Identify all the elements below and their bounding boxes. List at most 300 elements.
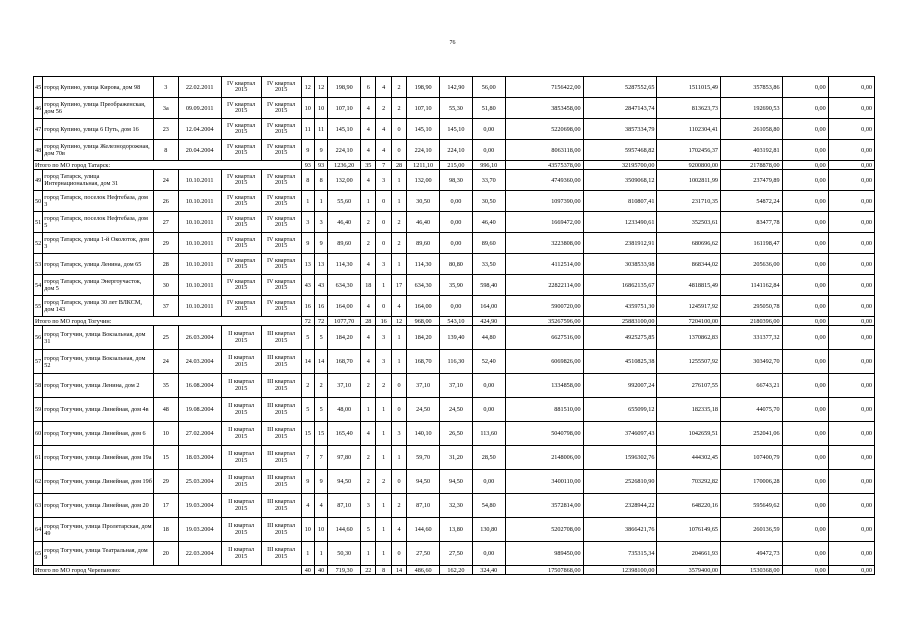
total-cell: 72 [314, 317, 327, 326]
total-cell: 324,40 [472, 566, 505, 575]
total-cell: 7 [376, 161, 391, 170]
table-cell: 113,60 [472, 422, 505, 446]
table-cell: 22.03.2004 [178, 542, 221, 566]
table-cell: 1 [391, 254, 406, 275]
table-cell: 49 [34, 170, 43, 191]
table-cell: 735315,34 [583, 542, 657, 566]
table-cell: 224,10 [328, 140, 361, 161]
table-cell: 54872,24 [721, 191, 783, 212]
table-cell: 59 [34, 398, 43, 422]
table-cell: II квартал 2015 [221, 542, 261, 566]
table-cell: 3509068,12 [583, 170, 657, 191]
table-cell: 19.03.2004 [178, 494, 221, 518]
table-cell: 43 [301, 275, 314, 296]
table-cell: 31,20 [440, 446, 473, 470]
table-cell: 164,00 [472, 296, 505, 317]
table-cell: 4 [376, 140, 391, 161]
table-cell: 2 [391, 212, 406, 233]
table-cell: 13 [314, 254, 327, 275]
table-cell: 444302,45 [657, 446, 721, 470]
table-cell: 4818815,49 [657, 275, 721, 296]
table-cell: 10 [314, 518, 327, 542]
table-cell: 94,50 [407, 470, 440, 494]
table-cell: 1002811,99 [657, 170, 721, 191]
table-cell: 15 [153, 446, 178, 470]
table-cell: город Тогучин, улица Линейная, дом 19б [43, 470, 154, 494]
table-cell: 132,00 [407, 170, 440, 191]
table-cell: 52,40 [472, 350, 505, 374]
table-cell: 0,00 [472, 119, 505, 140]
table-cell: 55 [34, 296, 43, 317]
table-cell: 89,60 [407, 233, 440, 254]
table-cell: 33,50 [472, 254, 505, 275]
table-cell: 331377,32 [721, 326, 783, 350]
table-cell: II квартал 2015 [221, 374, 261, 398]
table-cell: 1 [314, 191, 327, 212]
table-cell: 48,00 [328, 398, 361, 422]
table-cell: 4 [361, 254, 376, 275]
table-cell: 1669472,00 [505, 212, 583, 233]
table-cell: 192690,53 [721, 98, 783, 119]
table-cell: 0,00 [828, 233, 874, 254]
table-cell: 20.04.2004 [178, 140, 221, 161]
table-cell: IV квартал 2015 [221, 212, 261, 233]
table-cell: 0,00 [782, 191, 828, 212]
table-cell: IV квартал 2015 [261, 296, 301, 317]
table-cell: 10 [153, 422, 178, 446]
table-cell: 1702456,37 [657, 140, 721, 161]
table-cell: III квартал 2015 [261, 422, 301, 446]
table-cell: 3746097,43 [583, 422, 657, 446]
table-cell: 29 [153, 233, 178, 254]
table-row [34, 542, 875, 566]
table-cell: 2 [376, 470, 391, 494]
table-cell: 1 [301, 191, 314, 212]
table-cell: 25.03.2004 [178, 470, 221, 494]
table-cell: 9 [301, 233, 314, 254]
table-cell: 24 [153, 170, 178, 191]
table-cell: 94,50 [328, 470, 361, 494]
total-cell: 35267596,00 [505, 317, 583, 326]
table-cell: 10 [301, 518, 314, 542]
table-cell: 3038533,98 [583, 254, 657, 275]
table-cell: IV квартал 2015 [261, 275, 301, 296]
table-cell: 10 [314, 98, 327, 119]
table-cell: 357853,86 [721, 77, 783, 98]
table-cell: III квартал 2015 [261, 542, 301, 566]
total-cell: 32195700,00 [583, 161, 657, 170]
table-cell: II квартал 2015 [221, 494, 261, 518]
table-cell: город Тогучин, улица Ленина, дом 2 [43, 374, 154, 398]
table-row [34, 398, 875, 422]
table-cell: IV квартал 2015 [261, 254, 301, 275]
table-cell: 595649,62 [721, 494, 783, 518]
table-cell: 2 [391, 77, 406, 98]
table-cell: 0,00 [828, 275, 874, 296]
total-cell: 14 [391, 566, 406, 575]
total-cell: 3579400,00 [657, 566, 721, 575]
table-cell: город Татарск, улица 1-й Околоток, дом 3 [43, 233, 154, 254]
table-cell: 37,10 [407, 374, 440, 398]
table-cell: 15 [314, 422, 327, 446]
table-cell: IV квартал 2015 [221, 254, 261, 275]
table-cell: город Тогучин, улица Линейная, дом 6 [43, 422, 154, 446]
table-cell: 634,30 [328, 275, 361, 296]
table-cell: 224,10 [407, 140, 440, 161]
table-cell: 0,00 [828, 77, 874, 98]
table-cell: 15 [301, 422, 314, 446]
table-cell: 10.10.2011 [178, 212, 221, 233]
table-cell: 6627516,00 [505, 326, 583, 350]
table-cell: 4 [361, 326, 376, 350]
table-cell: 50,30 [328, 542, 361, 566]
table-cell: 3 [314, 212, 327, 233]
table-cell: 14 [314, 350, 327, 374]
table-cell: 10.10.2011 [178, 296, 221, 317]
total-row [34, 161, 875, 170]
table-cell: 0 [376, 296, 391, 317]
table-cell: 170006,28 [721, 470, 783, 494]
table-cell: город Купино, улица Преображенская, дом 56 [43, 98, 154, 119]
table-cell: 0,00 [782, 494, 828, 518]
table-cell: 0,00 [782, 518, 828, 542]
table-cell: II квартал 2015 [221, 350, 261, 374]
total-label: Итого по МО город Черепаново: [34, 566, 302, 575]
table-cell: III квартал 2015 [261, 518, 301, 542]
table-cell: 2526810,90 [583, 470, 657, 494]
table-cell: 1141162,84 [721, 275, 783, 296]
table-cell: 43 [314, 275, 327, 296]
table-cell: 0,00 [782, 446, 828, 470]
table-row [34, 326, 875, 350]
table-row [34, 140, 875, 161]
table-cell: 19.03.2004 [178, 518, 221, 542]
table-cell: 4 [391, 518, 406, 542]
table-cell: 4 [361, 422, 376, 446]
table-cell: 205636,00 [721, 254, 783, 275]
total-cell: 93 [314, 161, 327, 170]
total-cell: 28 [361, 317, 376, 326]
table-cell: город Тогучин, улица Линейная, дом 20 [43, 494, 154, 518]
table-cell: 54 [34, 275, 43, 296]
table-cell: 1370862,83 [657, 326, 721, 350]
table-row [34, 233, 875, 254]
table-cell: 87,10 [328, 494, 361, 518]
table-cell: 403192,81 [721, 140, 783, 161]
table-cell: 114,30 [328, 254, 361, 275]
total-cell: 12 [391, 317, 406, 326]
table-cell: 55,60 [328, 191, 361, 212]
table-cell: 13 [301, 254, 314, 275]
table-cell: IV квартал 2015 [261, 212, 301, 233]
table-cell: 49472,73 [721, 542, 783, 566]
table-cell: город Татарск, поселок Нефтебаза, дом 5 [43, 212, 154, 233]
table-cell: 3572814,00 [505, 494, 583, 518]
table-cell: 0,00 [472, 542, 505, 566]
table-cell: 18 [153, 518, 178, 542]
table-cell: 47 [34, 119, 43, 140]
table-cell: 5287552,65 [583, 77, 657, 98]
table-cell: 5 [314, 326, 327, 350]
table-cell: 56,00 [472, 77, 505, 98]
table-cell: 18.03.2004 [178, 446, 221, 470]
table-cell: 352503,61 [657, 212, 721, 233]
table-cell: 4 [301, 494, 314, 518]
table-cell: 0,00 [782, 326, 828, 350]
table-cell: 2 [361, 233, 376, 254]
table-cell: 3 [391, 422, 406, 446]
table-cell: 0,00 [782, 398, 828, 422]
total-cell: 25883100,00 [583, 317, 657, 326]
table-cell: 13,80 [440, 518, 473, 542]
table-cell: 3400110,00 [505, 470, 583, 494]
table-cell: 46,40 [328, 212, 361, 233]
table-cell: 10.10.2011 [178, 254, 221, 275]
table-cell: 16 [301, 296, 314, 317]
table-cell: 0,00 [828, 212, 874, 233]
table-cell: город Татарск, поселок Нефтебаза, дом 3 [43, 191, 154, 212]
table-cell: III квартал 2015 [261, 470, 301, 494]
table-cell: 703292,82 [657, 470, 721, 494]
table-cell: 4 [376, 119, 391, 140]
table-cell: 33,70 [472, 170, 505, 191]
table-cell: 648220,16 [657, 494, 721, 518]
table-cell: 0,00 [440, 191, 473, 212]
table-cell: 37 [153, 296, 178, 317]
table-cell: 19.08.2004 [178, 398, 221, 422]
total-row [34, 566, 875, 575]
table-cell: 114,30 [407, 254, 440, 275]
table-cell: 11 [314, 119, 327, 140]
table-cell: 3866421,76 [583, 518, 657, 542]
total-cell: 0,00 [782, 317, 828, 326]
table-cell: 8 [314, 170, 327, 191]
table-cell: 23 [153, 119, 178, 140]
total-cell: 215,00 [440, 161, 473, 170]
table-cell: 237479,89 [721, 170, 783, 191]
table-cell: 4 [361, 296, 376, 317]
table-cell: IV квартал 2015 [261, 140, 301, 161]
table-row [34, 275, 875, 296]
table-cell: II квартал 2015 [221, 446, 261, 470]
table-cell: 1 [391, 191, 406, 212]
table-cell: 184,20 [407, 326, 440, 350]
table-cell: 1334858,00 [505, 374, 583, 398]
table-cell: 51,80 [472, 98, 505, 119]
table-cell: 881510,00 [505, 398, 583, 422]
table-cell: 1 [391, 350, 406, 374]
table-cell: 0,00 [782, 254, 828, 275]
table-cell: II квартал 2015 [221, 398, 261, 422]
table-cell: 3853458,00 [505, 98, 583, 119]
table-cell: 0,00 [828, 446, 874, 470]
total-cell: 1236,20 [328, 161, 361, 170]
table-cell: 992007,24 [583, 374, 657, 398]
table-cell: IV квартал 2015 [261, 170, 301, 191]
table-cell: город Купино, улица Железнодорожная, дом 70в [43, 140, 154, 161]
table-cell: 64 [34, 518, 43, 542]
table-cell: 30 [153, 275, 178, 296]
table-cell: 164,00 [328, 296, 361, 317]
table-row [34, 422, 875, 446]
table-cell: 0,00 [828, 140, 874, 161]
table-cell: 1 [376, 446, 391, 470]
table-cell: 2847143,74 [583, 98, 657, 119]
table-cell: 3 [376, 170, 391, 191]
table-cell: 0 [391, 542, 406, 566]
table-cell: 4 [361, 350, 376, 374]
table-cell: III квартал 2015 [261, 446, 301, 470]
table-cell: город Татарск, улица Энергоучасток, дом 5 [43, 275, 154, 296]
table-cell: 48 [153, 398, 178, 422]
table-row [34, 494, 875, 518]
table-cell: 140,10 [407, 422, 440, 446]
table-cell: 0 [391, 470, 406, 494]
total-cell: 28 [391, 161, 406, 170]
table-cell: 63 [34, 494, 43, 518]
table-cell: 25 [153, 326, 178, 350]
table-cell: 0,00 [828, 98, 874, 119]
table-cell: IV квартал 2015 [221, 275, 261, 296]
table-cell: 10.10.2011 [178, 191, 221, 212]
table-cell: 144,60 [407, 518, 440, 542]
table-row [34, 119, 875, 140]
table-cell: 60 [34, 422, 43, 446]
table-cell: III квартал 2015 [261, 350, 301, 374]
table-cell: 46,40 [472, 212, 505, 233]
table-cell: 598,40 [472, 275, 505, 296]
table-cell: 35 [153, 374, 178, 398]
table-cell: 28 [153, 254, 178, 275]
table-cell: 57 [34, 350, 43, 374]
table-cell: 6069826,00 [505, 350, 583, 374]
table-row [34, 212, 875, 233]
table-cell: 198,90 [328, 77, 361, 98]
table-cell: 10.10.2011 [178, 233, 221, 254]
table-cell: 2 [361, 212, 376, 233]
table-cell: 2 [391, 494, 406, 518]
table-cell: 4 [376, 77, 391, 98]
table-row [34, 77, 875, 98]
table-cell: 9 [314, 140, 327, 161]
table-row [34, 374, 875, 398]
table-cell: 1245917,92 [657, 296, 721, 317]
table-cell: 4112514,00 [505, 254, 583, 275]
table-cell: 231710,35 [657, 191, 721, 212]
table-row [34, 191, 875, 212]
table-cell: 6 [361, 77, 376, 98]
table-cell: 0,00 [472, 374, 505, 398]
table-cell: 59,70 [407, 446, 440, 470]
total-cell: 22 [361, 566, 376, 575]
table-cell: 0,00 [782, 233, 828, 254]
table-cell: 8063118,00 [505, 140, 583, 161]
table-cell: 0,00 [782, 374, 828, 398]
total-cell: 16 [376, 317, 391, 326]
table-row [34, 470, 875, 494]
table-cell: 16862135,67 [583, 275, 657, 296]
table-cell: 0,00 [782, 140, 828, 161]
table-cell: 295050,78 [721, 296, 783, 317]
total-cell: 40 [301, 566, 314, 575]
table-cell: 0,00 [472, 398, 505, 422]
table-cell: 27,50 [440, 542, 473, 566]
table-cell: 20 [153, 542, 178, 566]
table-cell: 0,00 [828, 170, 874, 191]
table-cell: 24,50 [440, 398, 473, 422]
table-cell: 3857334,79 [583, 119, 657, 140]
table-cell: 54,80 [472, 494, 505, 518]
table-cell: 2328944,22 [583, 494, 657, 518]
table-cell: 58 [34, 374, 43, 398]
table-cell: 3а [153, 98, 178, 119]
table-cell: II квартал 2015 [221, 470, 261, 494]
table-cell: 1042659,51 [657, 422, 721, 446]
table-cell: 12.04.2004 [178, 119, 221, 140]
table-cell: 132,00 [328, 170, 361, 191]
table-cell: 89,60 [472, 233, 505, 254]
table-cell: 0,00 [782, 542, 828, 566]
table-cell: 0,00 [782, 98, 828, 119]
table-cell: 0 [376, 233, 391, 254]
table-cell: 2 [361, 446, 376, 470]
table-cell: город Тогучин, улица Линейная, дом 4в [43, 398, 154, 422]
total-cell: 543,10 [440, 317, 473, 326]
total-cell: 968,00 [407, 317, 440, 326]
total-row [34, 317, 875, 326]
table-cell: 2 [376, 374, 391, 398]
table-row [34, 518, 875, 542]
table-cell: 810807,41 [583, 191, 657, 212]
table-cell: 26 [153, 191, 178, 212]
table-cell: 37,10 [328, 374, 361, 398]
table-cell: 0,00 [828, 191, 874, 212]
total-cell: 162,20 [440, 566, 473, 575]
table-cell: 5040798,00 [505, 422, 583, 446]
total-cell: 486,60 [407, 566, 440, 575]
table-cell: III квартал 2015 [261, 398, 301, 422]
table-cell: 145,10 [440, 119, 473, 140]
table-cell: IV квартал 2015 [221, 191, 261, 212]
total-cell: 17507868,00 [505, 566, 583, 575]
table-cell: 0,00 [472, 470, 505, 494]
table-cell: 813623,73 [657, 98, 721, 119]
table-cell: IV квартал 2015 [221, 233, 261, 254]
total-cell: 2180396,00 [721, 317, 783, 326]
table-cell: 1 [376, 494, 391, 518]
table-cell: 51 [34, 212, 43, 233]
table-cell: 3 [153, 77, 178, 98]
table-cell: II квартал 2015 [221, 326, 261, 350]
table-cell: 0,00 [828, 518, 874, 542]
total-cell: 0,00 [828, 317, 874, 326]
table-cell: 252041,06 [721, 422, 783, 446]
table-cell: IV квартал 2015 [261, 233, 301, 254]
total-cell: 1211,10 [407, 161, 440, 170]
table-cell: IV квартал 2015 [221, 140, 261, 161]
table-cell: 3 [376, 350, 391, 374]
table-cell: город Тогучин, улица Вокзальная, дом 31 [43, 326, 154, 350]
table-cell: 1097390,00 [505, 191, 583, 212]
total-cell: 7204100,00 [657, 317, 721, 326]
total-cell: 0,00 [782, 161, 828, 170]
table-cell: 9 [301, 140, 314, 161]
table-cell: 224,10 [440, 140, 473, 161]
table-cell: 87,10 [407, 494, 440, 518]
table-cell: 9 [301, 470, 314, 494]
table-cell: 30,50 [407, 191, 440, 212]
table-cell: 1076149,65 [657, 518, 721, 542]
